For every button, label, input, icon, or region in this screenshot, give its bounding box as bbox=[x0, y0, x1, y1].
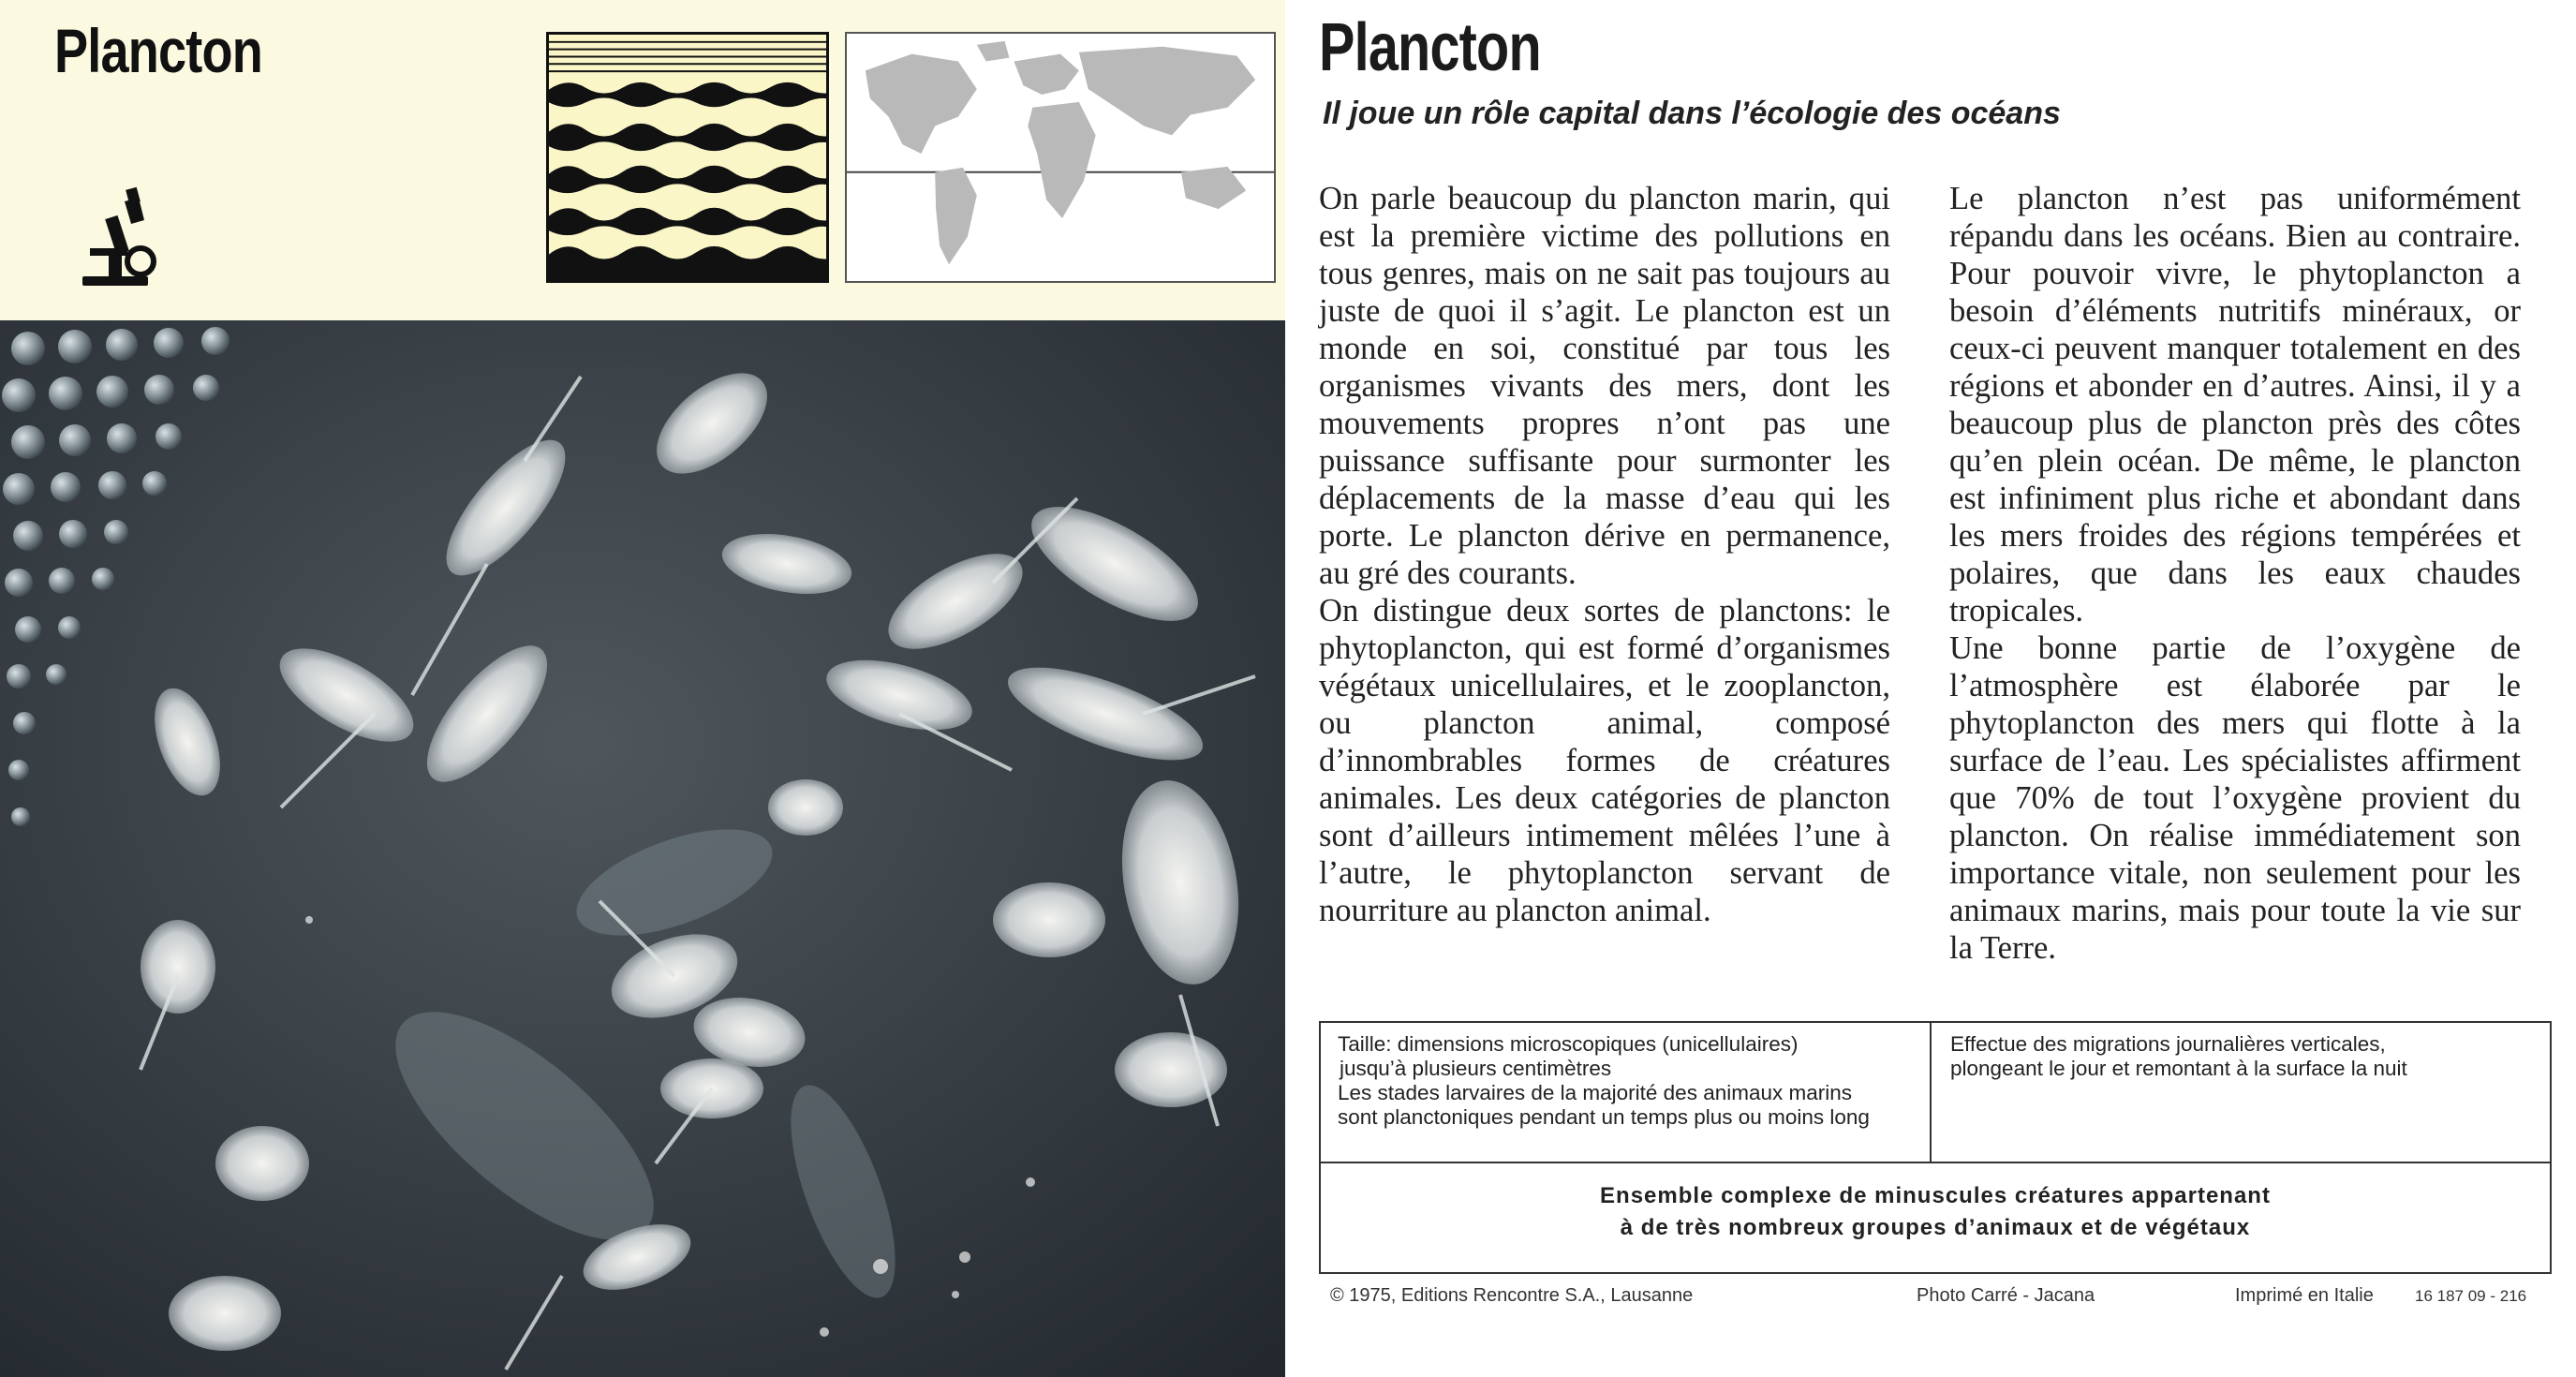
summary-line: Ensemble complexe de minuscules créatures appartenant bbox=[1600, 1183, 2271, 1208]
paragraph: On parle beaucoup du plancton marin, qui est la première victime des pollutions en tous genres, mais on ne sait pas toujours au juste de quoi il s’agit. Le plancton est un monde en soi, constitué par tous les organismes vivants des mers, dont les mouvements propres n’ont pas une puissance suffisante pour surmonter les déplacements de la masse d’eau qui les porte. Le plancton dérive en permanence, au gré des courants. bbox=[1319, 181, 1890, 591]
text-column-left bbox=[1319, 180, 1890, 929]
info-line: plongeant le jour et remontant à la surface la nuit bbox=[1950, 1057, 2407, 1080]
card-code: 16 187 09 - 216 bbox=[2415, 1287, 2527, 1305]
paragraph: Le plancton n’est pas uniformément répandu dans les océans. Bien au contraire. Pour pouvoir vivre, le phytoplancton a besoin d’éléments nutritifs minéraux, or ceux-ci peuvent manquer totalement en des régions et abonder en d’autres. Ainsi, il y a beaucoup plus de plancton près des côtes qu’en plein océan. De même, le plancton est infiniment plus riche et abondant dans les mers froides des régions tempérées et polaires, que dans les eaux chaudes tropicales. bbox=[1949, 181, 2521, 629]
microscope-icon bbox=[73, 183, 157, 290]
info-line: Effectue des migrations journalières verticales, bbox=[1950, 1032, 2386, 1056]
divider bbox=[1930, 1023, 1932, 1162]
back-card bbox=[1291, 0, 2576, 1377]
paragraph: Une bonne partie de l’oxygène de l’atmosphère est élaborée par le phytoplancton des mers qui flotte à la surface de l’eau. Les spécialistes affirment que 70% de tout l’oxygène provient du plancton. On réalise immédiatement son importance vitale, non seulement pour les animaux marins, mais pour toute la vie sur la Terre. bbox=[1949, 630, 2521, 966]
front-card bbox=[0, 0, 1285, 1377]
info-line: Les stades larvaires de la majorité des animaux marins bbox=[1338, 1081, 1852, 1104]
summary-line: à de très nombreux groupes d’animaux et de végétaux bbox=[1620, 1215, 2251, 1240]
back-subtitle: Il joue un rôle capital dans l’écologie des océans bbox=[1323, 96, 2061, 131]
photo-credit: Photo Carré - Jacana bbox=[1917, 1285, 2095, 1306]
world-map bbox=[845, 32, 1276, 283]
info-size bbox=[1338, 1032, 1918, 1130]
front-title: Plancton bbox=[54, 16, 262, 85]
printed-in: Imprimé en Italie bbox=[2235, 1285, 2374, 1306]
info-behavior bbox=[1950, 1032, 2540, 1081]
plankton-photo bbox=[0, 320, 1285, 1377]
footer bbox=[1319, 1285, 2555, 1313]
copyright: © 1975, Editions Rencontre S.A., Lausanne bbox=[1330, 1285, 1694, 1306]
text-column-right bbox=[1949, 180, 2521, 967]
info-line: jusqu’à plusieurs centimètres bbox=[1340, 1057, 1612, 1080]
waves-icon bbox=[546, 32, 829, 283]
divider bbox=[1321, 1162, 2550, 1163]
back-title: Plancton bbox=[1319, 10, 1541, 85]
paragraph: On distingue deux sortes de planctons: le phytoplancton, qui est formé d’organismes végétaux unicellulaires, et le zooplancton, ou plancton animal, composé d’innombrables formes de créatures animales. Les deux catégories de plancton sont d’ailleurs intimement mêlées l’une à l’autre, le phytoplancton servant de nourriture au plancton animal. bbox=[1319, 593, 1890, 928]
info-box bbox=[1319, 1021, 2552, 1274]
info-line: sont planctoniques pendant un temps plus ou moins long bbox=[1338, 1105, 1870, 1129]
summary bbox=[1321, 1180, 2550, 1244]
info-line: Taille: dimensions microscopiques (unicellulaires) bbox=[1338, 1032, 1799, 1056]
